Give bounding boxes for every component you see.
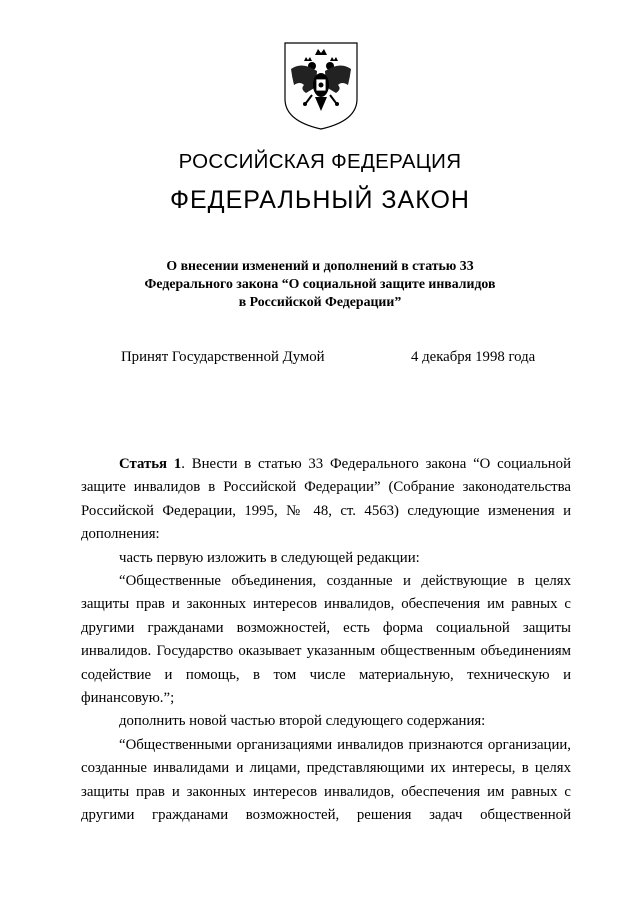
law-title-line: О внесении изменений и дополнений в статью 33 xyxy=(166,258,474,273)
text-line: дополнить новой частью второй следующего содержания: xyxy=(119,713,486,730)
country-name: РОССИЙСКАЯ ФЕДЕРАЦИЯ xyxy=(178,150,462,173)
law-title xyxy=(0,257,640,311)
adopted-by: Принят Государственной Думой xyxy=(121,349,325,365)
text-line: другими гражданами возможностей, решения задач общественной xyxy=(81,807,571,824)
adoption-date: 4 декабря 1998 года xyxy=(411,349,536,365)
text-line: защиты прав и законных интересов инвалидов, обеспечения им равных с xyxy=(81,596,571,613)
law-title-line: Федерального закона “О социальной защите инвалидов xyxy=(144,276,496,291)
text-line: защите инвалидов в Российской Федерации” (Собрание законодательства xyxy=(81,479,571,496)
text-line: финансовую.”; xyxy=(81,690,175,707)
law-title-line: в Российской Федерации” xyxy=(238,294,402,309)
text-line: другими гражданами возможностей, есть форма социальной защиты xyxy=(81,619,571,636)
text-line: созданные инвалидами и лицами, представляющими их интересы, в целях xyxy=(81,760,571,777)
document-type: ФЕДЕРАЛЬНЫЙ ЗАКОН xyxy=(170,186,470,214)
text-line: дополнения: xyxy=(81,526,160,543)
article-body xyxy=(81,453,571,828)
text-line: Российской Федерации, 1995, № 48, ст. 4563) следующие изменения и xyxy=(81,502,571,519)
coat-of-arms-icon xyxy=(282,41,360,131)
text-line: “Общественные объединения, созданные и действующие в целях xyxy=(119,573,571,590)
text-line: Статья 1. Внести в статью 33 Федерального закона “О социальной xyxy=(119,456,571,472)
text-line: защиты прав и законных интересов инвалидов, обеспечения им равных с xyxy=(81,783,571,800)
article-label: Статья 1 xyxy=(119,456,182,472)
text-line: “Общественными организациями инвалидов признаются организации, xyxy=(119,736,571,753)
text-line: содействие и помощь, в том числе материальную, техническую и xyxy=(81,666,571,683)
text-line: часть первую изложить в следующей редакции: xyxy=(119,549,420,566)
text-line: инвалидов. Государство оказывает указанным общественным объединениям xyxy=(81,643,571,660)
